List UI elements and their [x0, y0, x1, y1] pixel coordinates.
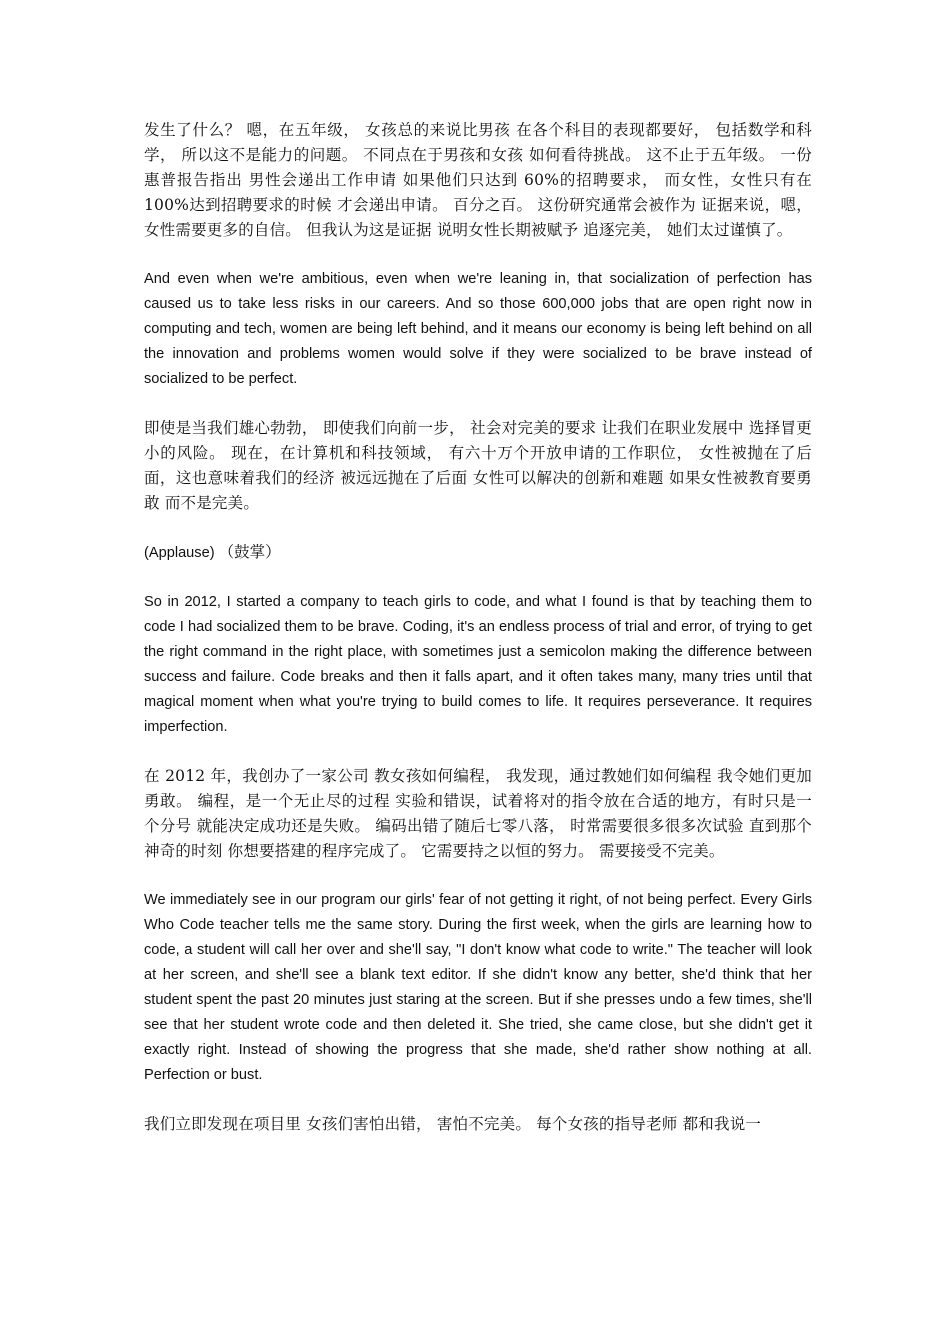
applause-english: (Applause)	[144, 545, 215, 561]
document-page	[144, 118, 812, 1161]
paragraph-chinese-1: 发生了什么？ 嗯，在五年级， 女孩总的来说比男孩 在各个科目的表现都要好， 包括数学和科学， 所以这不是能力的问题。 不同点在于男孩和女孩 如何看待挑战。 这不止于五年级。 一份惠普报告指出 男性会递出工作申请 如果他们只达到 60%的招聘要求， 而女性，女性只有在 100%达到招聘要求的时候 才会递出申请。 百分之百。 这份研究通常会被作为 证据来说，嗯， 女性需要更多的自信。 但我认为这是证据 说明女性长期被赋予 追逐完美， 她们太过谨慎了。	[144, 121, 812, 239]
paragraph-chinese-3: 在 2012 年，我创办了一家公司 教女孩如何编程， 我发现，通过教她们如何编程 我令她们更加勇敢。 编程，是一个无止尽的过程 实验和错误，试着将对的指令放在合适的地方，有时只是一个分号 就能决定成功还是失败。 编码出错了随后七零八落， 时常需要很多很多次试验 直到那个神奇的时刻 你想要搭建的程序完成了。 它需要持之以恒的努力。 需要接受不完美。	[144, 767, 812, 860]
applause-chinese: （鼓掌）	[218, 543, 281, 561]
paragraph-english-2: So in 2012, I started a company to teach girls to code, and what I found is that by teaching them to code I had socialized them to be brave. Coding, it's an endless process of trial and error, of trying to get the right command in the right place, with sometimes just a semicolon making the difference between success and failure. Code breaks and then it falls apart, and it often takes many, many tries until that magical moment when what you're trying to build comes to life. It requires perseverance. It requires imperfection.	[144, 594, 812, 735]
paragraph-chinese-4: 我们立即发现在项目里 女孩们害怕出错， 害怕不完美。 每个女孩的指导老师 都和我说一	[144, 1115, 762, 1133]
applause-line	[144, 540, 812, 566]
paragraph-english-1: And even when we're ambitious, even when we're leaning in, that socialization of perfection has caused us to take less risks in our careers. And so those 600,000 jobs that are open right now in computing and tech, women are being left behind, and it means our economy is being left behind on all the innovation and problems women would solve if they were socialized to be brave instead of socialized to be perfect.	[144, 271, 812, 387]
paragraph-english-3: We immediately see in our program our girls' fear of not getting it right, of not being perfect. Every Girls Who Code teacher tells me the same story. During the first week, when the girls are learning how to code, a student will call her over and she'll say, "I don't know what code to write." The teacher will look at her screen, and she'll see a blank text editor. If she didn't know any better, she'd think that her student spent the past 20 minutes just staring at the screen. But if she presses undo a few times, she'll see that her student wrote code and then deleted it. She tried, she came close, but she didn't get it exactly right. Instead of showing the progress that she made, she'd rather show nothing at all. Perfection or bust.	[144, 892, 812, 1083]
paragraph-chinese-2: 即使是当我们雄心勃勃， 即使我们向前一步， 社会对完美的要求 让我们在职业发展中 选择冒更小的风险。 现在，在计算机和科技领域， 有六十万个开放申请的工作职位， 女性被抛在了后面，这也意味着我们的经济 被远远抛在了后面 女性可以解决的创新和难题 如果女性被教育要勇敢 而不是完美。	[144, 419, 812, 512]
